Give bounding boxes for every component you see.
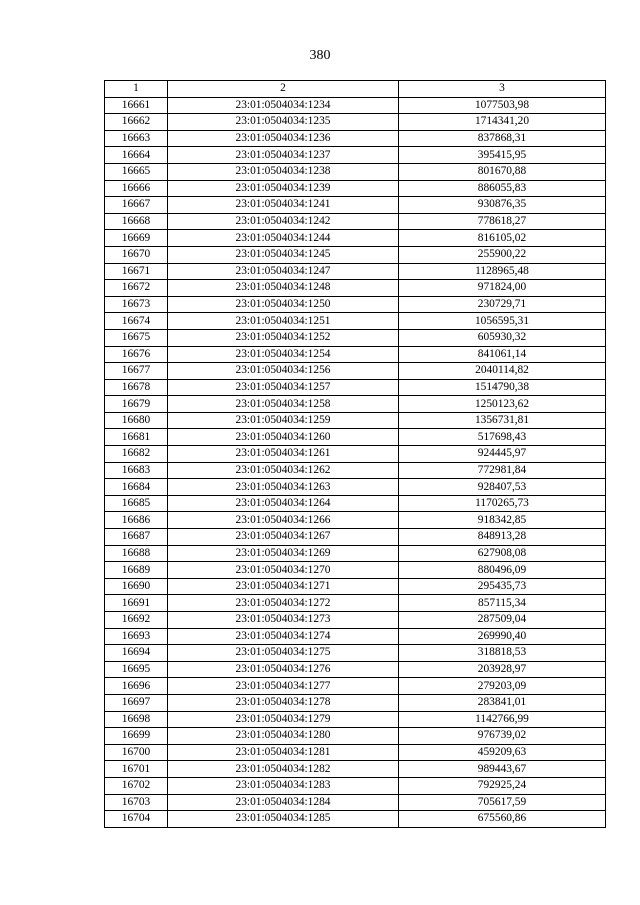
- cadastral-number-cell: 23:01:0504034:1239: [168, 180, 399, 197]
- value-cell: 1250123,62: [399, 396, 606, 413]
- table-row: [105, 661, 606, 678]
- row-number-cell: 16673: [105, 296, 168, 313]
- row-number-cell: 16666: [105, 180, 168, 197]
- value-cell: 928407,53: [399, 479, 606, 496]
- cadastral-number-cell: 23:01:0504034:1272: [168, 595, 399, 612]
- cadastral-number-cell: 23:01:0504034:1264: [168, 495, 399, 512]
- cadastral-number-cell: 23:01:0504034:1271: [168, 578, 399, 595]
- row-number-cell: 16687: [105, 529, 168, 546]
- table-row: [105, 329, 606, 346]
- row-number-cell: 16699: [105, 728, 168, 745]
- cadastral-number-cell: 23:01:0504034:1270: [168, 562, 399, 579]
- value-cell: 459209,63: [399, 744, 606, 761]
- value-cell: 837868,31: [399, 130, 606, 147]
- row-number-cell: 16686: [105, 512, 168, 529]
- value-cell: 976739,02: [399, 728, 606, 745]
- table-row: [105, 346, 606, 363]
- row-number-cell: 16667: [105, 197, 168, 214]
- cadastral-number-cell: 23:01:0504034:1261: [168, 446, 399, 463]
- column-header: 1: [105, 81, 168, 98]
- value-cell: 918342,85: [399, 512, 606, 529]
- cadastral-number-cell: 23:01:0504034:1263: [168, 479, 399, 496]
- table-row: [105, 612, 606, 629]
- table-row: [105, 479, 606, 496]
- value-cell: 517698,43: [399, 429, 606, 446]
- cadastral-number-cell: 23:01:0504034:1252: [168, 329, 399, 346]
- cadastral-number-cell: 23:01:0504034:1250: [168, 296, 399, 313]
- row-number-cell: 16668: [105, 213, 168, 230]
- cadastral-number-cell: 23:01:0504034:1282: [168, 761, 399, 778]
- table-row: [105, 114, 606, 131]
- cadastral-number-cell: 23:01:0504034:1258: [168, 396, 399, 413]
- value-cell: 1077503,98: [399, 97, 606, 114]
- data-table: [104, 80, 606, 828]
- cadastral-number-cell: 23:01:0504034:1251: [168, 313, 399, 330]
- table-row: [105, 197, 606, 214]
- value-cell: 801670,88: [399, 163, 606, 180]
- value-cell: 857115,34: [399, 595, 606, 612]
- cadastral-number-cell: 23:01:0504034:1275: [168, 645, 399, 662]
- table-row: [105, 711, 606, 728]
- cadastral-number-cell: 23:01:0504034:1245: [168, 246, 399, 263]
- value-cell: 1128965,48: [399, 263, 606, 280]
- table-row: [105, 495, 606, 512]
- cadastral-number-cell: 23:01:0504034:1278: [168, 694, 399, 711]
- cadastral-number-cell: 23:01:0504034:1236: [168, 130, 399, 147]
- row-number-cell: 16691: [105, 595, 168, 612]
- row-number-cell: 16694: [105, 645, 168, 662]
- row-number-cell: 16692: [105, 612, 168, 629]
- table-row: [105, 379, 606, 396]
- row-number-cell: 16671: [105, 263, 168, 280]
- table-row: [105, 280, 606, 297]
- value-cell: 778618,27: [399, 213, 606, 230]
- value-cell: 816105,02: [399, 230, 606, 247]
- table-row: [105, 313, 606, 330]
- value-cell: 395415,95: [399, 147, 606, 164]
- column-header: 2: [168, 81, 399, 98]
- table-row: [105, 811, 606, 828]
- table-row: [105, 645, 606, 662]
- table-row: [105, 180, 606, 197]
- table-body: [105, 97, 606, 827]
- value-cell: 1056595,31: [399, 313, 606, 330]
- cadastral-number-cell: 23:01:0504034:1244: [168, 230, 399, 247]
- cadastral-number-cell: 23:01:0504034:1280: [168, 728, 399, 745]
- cadastral-number-cell: 23:01:0504034:1273: [168, 612, 399, 629]
- table-row: [105, 678, 606, 695]
- value-cell: 279203,09: [399, 678, 606, 695]
- value-cell: 971824,00: [399, 280, 606, 297]
- value-cell: 318818,53: [399, 645, 606, 662]
- value-cell: 705617,59: [399, 794, 606, 811]
- value-cell: 772981,84: [399, 462, 606, 479]
- row-number-cell: 16679: [105, 396, 168, 413]
- row-number-cell: 16690: [105, 578, 168, 595]
- table-row: [105, 147, 606, 164]
- table-row: [105, 429, 606, 446]
- table-row: [105, 97, 606, 114]
- table-row: [105, 462, 606, 479]
- row-number-cell: 16683: [105, 462, 168, 479]
- table-row: [105, 130, 606, 147]
- value-cell: 255900,22: [399, 246, 606, 263]
- cadastral-number-cell: 23:01:0504034:1257: [168, 379, 399, 396]
- cadastral-number-cell: 23:01:0504034:1267: [168, 529, 399, 546]
- table-row: [105, 545, 606, 562]
- row-number-cell: 16682: [105, 446, 168, 463]
- table-row: [105, 628, 606, 645]
- value-cell: 930876,35: [399, 197, 606, 214]
- value-cell: 627908,08: [399, 545, 606, 562]
- row-number-cell: 16689: [105, 562, 168, 579]
- row-number-cell: 16698: [105, 711, 168, 728]
- cadastral-number-cell: 23:01:0504034:1241: [168, 197, 399, 214]
- row-number-cell: 16688: [105, 545, 168, 562]
- row-number-cell: 16664: [105, 147, 168, 164]
- value-cell: 1142766,99: [399, 711, 606, 728]
- value-cell: 295435,73: [399, 578, 606, 595]
- row-number-cell: 16672: [105, 280, 168, 297]
- row-number-cell: 16703: [105, 794, 168, 811]
- value-cell: 886055,83: [399, 180, 606, 197]
- cadastral-number-cell: 23:01:0504034:1274: [168, 628, 399, 645]
- table-row: [105, 446, 606, 463]
- table-row: [105, 794, 606, 811]
- row-number-cell: 16662: [105, 114, 168, 131]
- value-cell: 792925,24: [399, 777, 606, 794]
- page-number: 380: [309, 48, 331, 63]
- cadastral-number-cell: 23:01:0504034:1279: [168, 711, 399, 728]
- table-row: [105, 296, 606, 313]
- value-cell: 989443,67: [399, 761, 606, 778]
- value-cell: 1714341,20: [399, 114, 606, 131]
- row-number-cell: 16695: [105, 661, 168, 678]
- cadastral-number-cell: 23:01:0504034:1269: [168, 545, 399, 562]
- row-number-cell: 16674: [105, 313, 168, 330]
- row-number-cell: 16684: [105, 479, 168, 496]
- row-number-cell: 16677: [105, 363, 168, 380]
- value-cell: 880496,09: [399, 562, 606, 579]
- row-number-cell: 16676: [105, 346, 168, 363]
- cadastral-number-cell: 23:01:0504034:1283: [168, 777, 399, 794]
- cadastral-number-cell: 23:01:0504034:1284: [168, 794, 399, 811]
- table-row: [105, 512, 606, 529]
- value-cell: 203928,97: [399, 661, 606, 678]
- value-cell: 230729,71: [399, 296, 606, 313]
- value-cell: 283841,01: [399, 694, 606, 711]
- row-number-cell: 16669: [105, 230, 168, 247]
- table-row: [105, 396, 606, 413]
- row-number-cell: 16680: [105, 412, 168, 429]
- cadastral-number-cell: 23:01:0504034:1242: [168, 213, 399, 230]
- table-row: [105, 595, 606, 612]
- row-number-cell: 16696: [105, 678, 168, 695]
- cadastral-number-cell: 23:01:0504034:1266: [168, 512, 399, 529]
- cadastral-number-cell: 23:01:0504034:1262: [168, 462, 399, 479]
- column-header: 3: [399, 81, 606, 98]
- cadastral-number-cell: 23:01:0504034:1285: [168, 811, 399, 828]
- table-row: [105, 412, 606, 429]
- value-cell: 287509,04: [399, 612, 606, 629]
- value-cell: 605930,32: [399, 329, 606, 346]
- value-cell: 848913,28: [399, 529, 606, 546]
- cadastral-number-cell: 23:01:0504034:1254: [168, 346, 399, 363]
- cadastral-number-cell: 23:01:0504034:1277: [168, 678, 399, 695]
- value-cell: 1514790,38: [399, 379, 606, 396]
- cadastral-number-cell: 23:01:0504034:1237: [168, 147, 399, 164]
- cadastral-number-cell: 23:01:0504034:1281: [168, 744, 399, 761]
- cadastral-number-cell: 23:01:0504034:1248: [168, 280, 399, 297]
- cadastral-number-cell: 23:01:0504034:1259: [168, 412, 399, 429]
- table-row: [105, 694, 606, 711]
- value-cell: 924445,97: [399, 446, 606, 463]
- table-row: [105, 761, 606, 778]
- value-cell: 841061,14: [399, 346, 606, 363]
- table-row: [105, 246, 606, 263]
- row-number-cell: 16701: [105, 761, 168, 778]
- table-row: [105, 163, 606, 180]
- row-number-cell: 16700: [105, 744, 168, 761]
- row-number-cell: 16670: [105, 246, 168, 263]
- table-row: [105, 777, 606, 794]
- cadastral-number-cell: 23:01:0504034:1238: [168, 163, 399, 180]
- table-row: [105, 728, 606, 745]
- cadastral-number-cell: 23:01:0504034:1235: [168, 114, 399, 131]
- row-number-cell: 16661: [105, 97, 168, 114]
- value-cell: 2040114,82: [399, 363, 606, 380]
- row-number-cell: 16675: [105, 329, 168, 346]
- row-number-cell: 16704: [105, 811, 168, 828]
- row-number-cell: 16702: [105, 777, 168, 794]
- row-number-cell: 16693: [105, 628, 168, 645]
- row-number-cell: 16663: [105, 130, 168, 147]
- cadastral-number-cell: 23:01:0504034:1247: [168, 263, 399, 280]
- table-header-row: [105, 81, 606, 98]
- table-row: [105, 230, 606, 247]
- row-number-cell: 16685: [105, 495, 168, 512]
- value-cell: 675560,86: [399, 811, 606, 828]
- table-row: [105, 744, 606, 761]
- cadastral-number-cell: 23:01:0504034:1260: [168, 429, 399, 446]
- table-row: [105, 363, 606, 380]
- table-row: [105, 263, 606, 280]
- table-row: [105, 529, 606, 546]
- value-cell: 1170265,73: [399, 495, 606, 512]
- row-number-cell: 16665: [105, 163, 168, 180]
- value-cell: 1356731,81: [399, 412, 606, 429]
- cadastral-number-cell: 23:01:0504034:1234: [168, 97, 399, 114]
- cadastral-number-cell: 23:01:0504034:1256: [168, 363, 399, 380]
- table-row: [105, 213, 606, 230]
- row-number-cell: 16697: [105, 694, 168, 711]
- table-row: [105, 578, 606, 595]
- row-number-cell: 16681: [105, 429, 168, 446]
- row-number-cell: 16678: [105, 379, 168, 396]
- value-cell: 269990,40: [399, 628, 606, 645]
- table-row: [105, 562, 606, 579]
- cadastral-number-cell: 23:01:0504034:1276: [168, 661, 399, 678]
